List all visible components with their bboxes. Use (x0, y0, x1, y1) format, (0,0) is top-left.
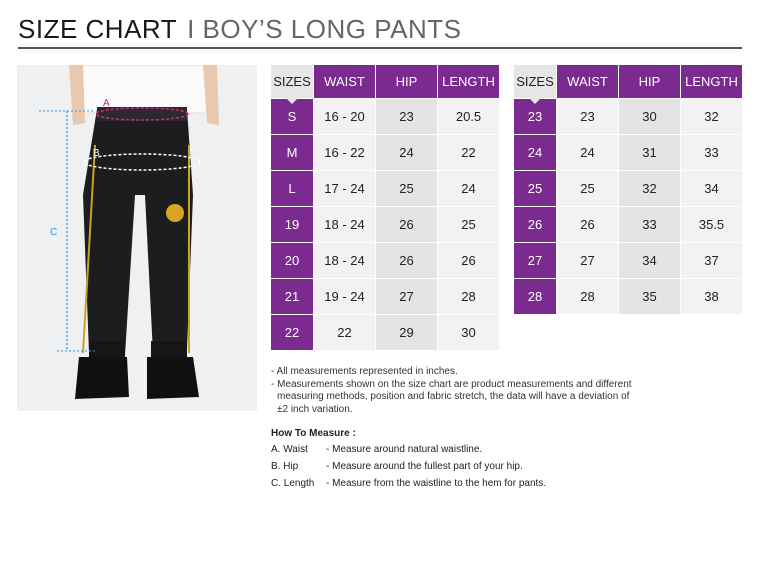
waist-cell: 26 (557, 207, 618, 242)
size-table-left (270, 64, 500, 351)
waist-cell: 17 - 24 (314, 171, 375, 206)
length-cell: 20.5 (438, 99, 499, 134)
measure-text: - Measure around natural waistline. (326, 444, 483, 455)
hip-cell: 30 (619, 99, 680, 134)
table-row (271, 243, 499, 278)
size-cell: 20 (271, 243, 313, 278)
measure-item (271, 444, 546, 461)
hip-cell: 35 (619, 279, 680, 314)
header-hip: HIP (376, 65, 437, 98)
waist-cell: 24 (557, 135, 618, 170)
size-cell: 21 (271, 279, 313, 314)
header-length: LENGTH (681, 65, 742, 98)
size-cell: 24 (514, 135, 556, 170)
header-waist: WAIST (557, 65, 618, 98)
hip-cell: 24 (376, 135, 437, 170)
length-cell: 22 (438, 135, 499, 170)
table-row (271, 171, 499, 206)
size-cell: 27 (514, 243, 556, 278)
length-cell: 24 (438, 171, 499, 206)
hip-cell: 26 (376, 207, 437, 242)
table-row (514, 171, 742, 206)
pants-photo (17, 65, 257, 411)
length-cell: 28 (438, 279, 499, 314)
size-cell: 26 (514, 207, 556, 242)
length-cell: 38 (681, 279, 742, 314)
title-divider (18, 47, 742, 49)
note-line: ±2 inch variation. (277, 403, 353, 415)
header-waist: WAIST (314, 65, 375, 98)
waist-cell: 28 (557, 279, 618, 314)
hip-cell: 26 (376, 243, 437, 278)
measure-item (271, 478, 546, 495)
hip-cell: 29 (376, 315, 437, 350)
length-cell: 30 (438, 315, 499, 350)
length-cell: 25 (438, 207, 499, 242)
length-cell: 32 (681, 99, 742, 134)
table-row (514, 207, 742, 242)
size-cell: 22 (271, 315, 313, 350)
how-to-measure-heading: How To Measure : (271, 428, 356, 439)
table-row (271, 315, 499, 350)
table-row (514, 135, 742, 170)
table-row (271, 279, 499, 314)
waist-cell: 19 - 24 (314, 279, 375, 314)
table-row (271, 207, 499, 242)
measure-key: A. Waist (271, 444, 308, 455)
size-notes (271, 366, 632, 416)
size-cell: 23 (514, 99, 556, 134)
size-cell: L (271, 171, 313, 206)
hip-cell: 32 (619, 171, 680, 206)
size-table-right (513, 64, 743, 315)
waist-cell: 16 - 22 (314, 135, 375, 170)
measure-text: - Measure from the waistline to the hem for pants. (326, 478, 547, 489)
table-row (514, 279, 742, 314)
page-title (18, 14, 461, 45)
title-main: SIZE CHART (18, 14, 178, 44)
size-cell: M (271, 135, 313, 170)
title-sub: I BOY’S LONG PANTS (187, 14, 462, 44)
header-sizes: SIZES (514, 65, 556, 98)
hip-cell: 34 (619, 243, 680, 278)
waist-cell: 23 (557, 99, 618, 134)
label-c: C (50, 227, 58, 238)
table-row (514, 99, 742, 134)
waist-cell: 27 (557, 243, 618, 278)
header-hip: HIP (619, 65, 680, 98)
size-cell: 25 (514, 171, 556, 206)
measure-text: - Measure around the fullest part of your hip. (326, 461, 523, 472)
header-sizes: SIZES (271, 65, 313, 98)
length-cell: 35.5 (681, 207, 742, 242)
table-row (514, 243, 742, 278)
length-cell: 37 (681, 243, 742, 278)
waist-cell: 22 (314, 315, 375, 350)
waist-cell: 16 - 20 (314, 99, 375, 134)
hip-cell: 23 (376, 99, 437, 134)
note-line: - Measurements shown on the size chart are product measurements and different (271, 378, 632, 390)
note-line: - All measurements represented in inches. (271, 366, 458, 377)
measure-key: B. Hip (271, 461, 299, 472)
note-line: measuring methods, position and fabric stretch, the data will have a deviation of (277, 391, 630, 402)
table-row (271, 135, 499, 170)
header-length: LENGTH (438, 65, 499, 98)
hip-cell: 27 (376, 279, 437, 314)
measure-item (271, 461, 546, 478)
waist-cell: 25 (557, 171, 618, 206)
size-cell: 19 (271, 207, 313, 242)
size-cell: 28 (514, 279, 556, 314)
how-to-measure (271, 428, 546, 495)
label-a: A (103, 98, 110, 109)
hip-cell: 25 (376, 171, 437, 206)
measure-key: C. Length (271, 478, 315, 489)
hip-cell: 31 (619, 135, 680, 170)
size-cell: S (271, 99, 313, 134)
waist-cell: 18 - 24 (314, 243, 375, 278)
length-cell: 26 (438, 243, 499, 278)
table-row (271, 99, 499, 134)
length-cell: 33 (681, 135, 742, 170)
pants-illustration (17, 65, 257, 411)
label-b: B (93, 148, 100, 159)
hip-cell: 33 (619, 207, 680, 242)
waist-cell: 18 - 24 (314, 207, 375, 242)
length-cell: 34 (681, 171, 742, 206)
